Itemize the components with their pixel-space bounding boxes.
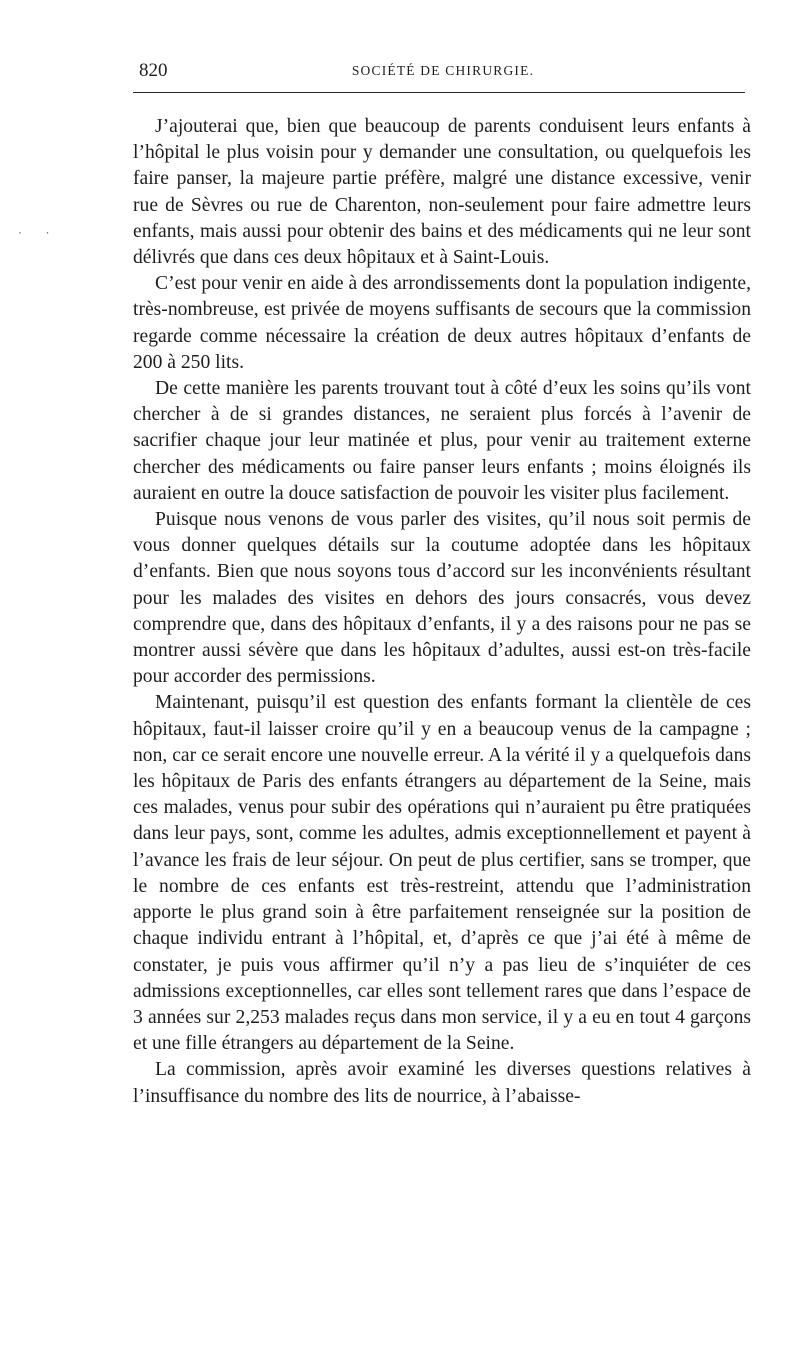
paragraph: La commission, après avoir examiné les diverses questions relatives à l’insuffisance du nombre des lits de nourrice, à l’abaisse- (133, 1059, 751, 1107)
header-rule (133, 92, 745, 93)
paragraph: C’est pour venir en aide à des arrondissements dont la population indigente, très-nombreuse, est privée de moyens suffisants de secours que la commission regarde comme nécessaire la création de deux autres hôpitaux d’enfants de 200 à 250 lits. (133, 273, 751, 373)
body-text (133, 114, 751, 1110)
page-header (133, 60, 753, 86)
running-head: SOCIÉTÉ DE CHIRURGIE. (351, 63, 535, 78)
page-number: 820 (139, 60, 168, 81)
paragraph: De cette manière les parents trouvant tout à côté d’eux les soins qu’ils vont chercher à de si grandes distances, ne seraient plus forcés à l’avenir de sacrifier chaque jour leur matinée et plus, pour venir au traitement externe chercher des médicaments ou faire panser leurs enfants ; moins éloignés ils auraient en outre la douce satisfaction de pouvoir les visiter plus facilement. (133, 378, 751, 504)
paragraph: Maintenant, puisqu’il est question des enfants formant la clientèle de ces hôpitaux, faut-il laisser croire qu’il y en a beaucoup venus de la campagne ; non, car ce serait encore une nouvelle erreur. A la vérité il y a quelquefois dans les hôpitaux de Paris des enfants étrangers au département de la Seine, mais ces malades, venus pour subir des opérations qui n’auraient pu être pratiquées dans leur pays, sont, comme les adultes, admis exceptionnellement et payent à l’avance les frais de leur séjour. On peut de plus certifier, sans se tromper, que le nombre de ces enfants est très-restreint, attendu que l’administration apporte le plus grand soin à être parfaitement renseignée sur la position de chaque individu entrant à l’hôpital, et, d’après ce que j’ai été à même de constater, je puis vous affirmer qu’il n’y a pas lieu de s’inquiéter de ces admissions exceptionnelles, car elles sont tellement rares que dans l’espace de 3 années sur 2,253 malades reçus dans mon service, il y a eu en tout 4 garçons et une fille étrangers au département de la Seine. (133, 692, 751, 1055)
paragraph: J’ajouterai que, bien que beaucoup de parents conduisent leurs enfants à l’hôpital le plus voisin pour y demander une consultation, ou quelquefois les faire panser, la majeure partie préfère, malgré une distance excessive, venir rue de Sèvres ou rue de Charenton, non-seulement pour faire admettre leurs enfants, mais aussi pour obtenir des bains et des médicaments qui ne leur sont délivrés que dans ces deux hôpitaux et à Saint-Louis. (133, 116, 751, 269)
margin-dots-decoration: · · (18, 226, 60, 240)
paragraph: Puisque nous venons de vous parler des visites, qu’il nous soit permis de vous donner quelques détails sur la coutume adoptée dans les hôpitaux d’enfants. Bien que nous soyons tous d’accord sur les inconvénients résultant pour les malades des visites en dehors des jours consacrés, vous devez comprendre que, dans des hôpitaux d’enfants, il y a des raisons pour ne pas se montrer aussi sévère que dans les hôpitaux d’adultes, aussi est-on très-facile pour accorder des permissions. (133, 509, 751, 688)
